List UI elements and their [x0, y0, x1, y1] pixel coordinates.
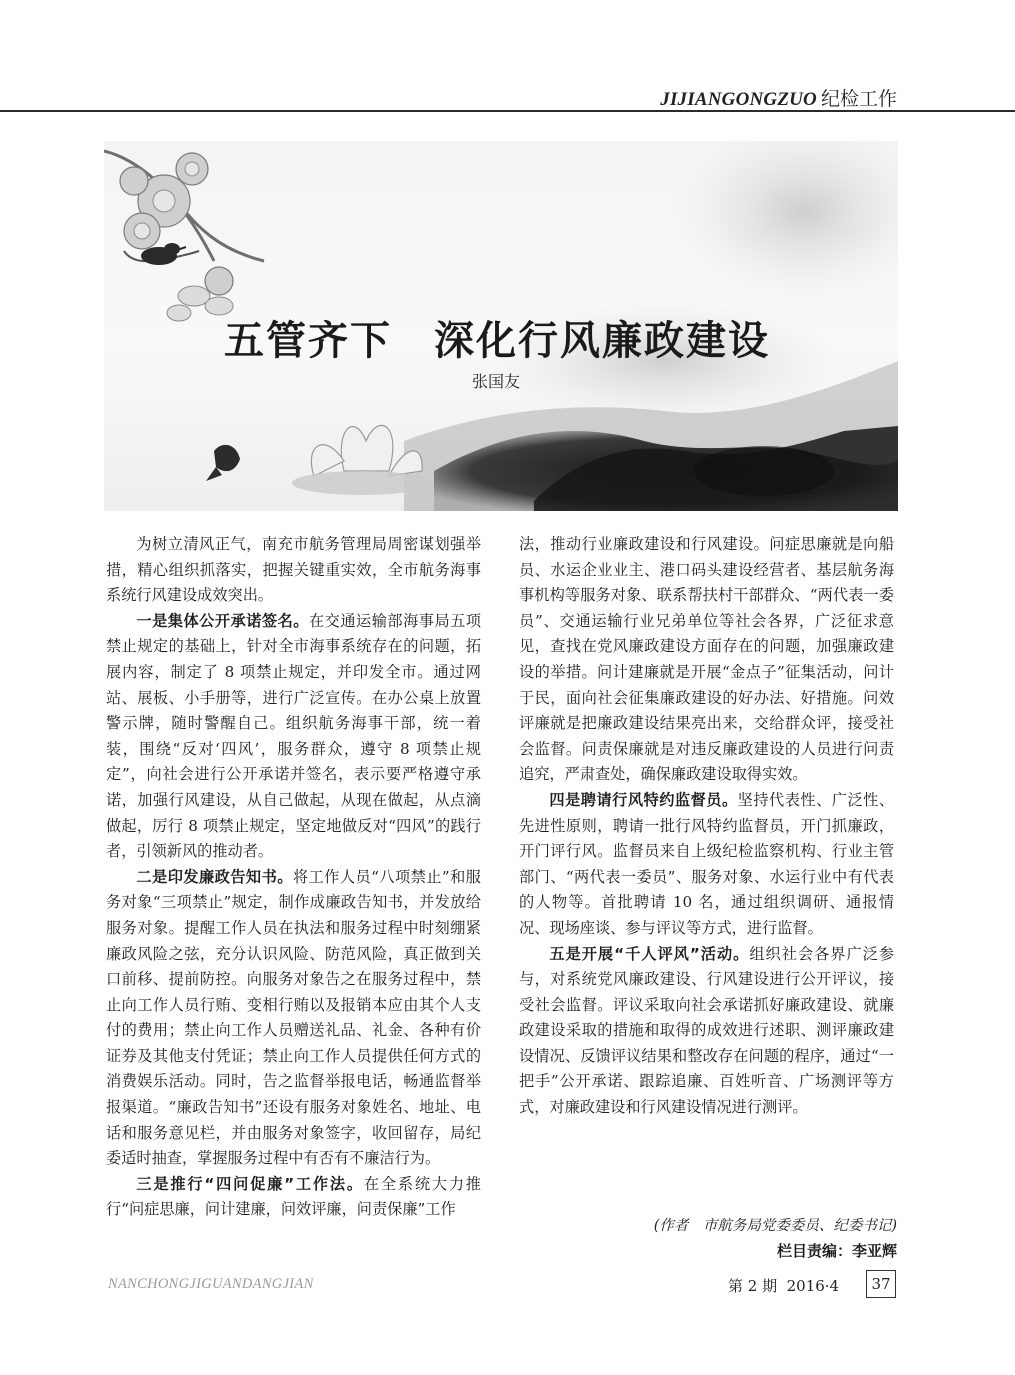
section-two-heading: 二是印发廉政告知书。	[136, 867, 293, 886]
section-five-paragraph	[519, 942, 894, 1121]
section-four-heading: 四是聘请行风特约监督员。	[549, 790, 738, 809]
section-one-heading: 一是集体公开承诺签名。	[136, 611, 309, 630]
header-rule	[0, 110, 1015, 112]
section-three-paragraph	[106, 1172, 481, 1223]
article-banner	[104, 141, 898, 511]
section-one-paragraph	[106, 609, 481, 865]
footer-magazine-name: NANCHONGJIGUANDANGJIAN	[108, 1276, 314, 1292]
section-label-chinese: 纪检工作	[820, 88, 897, 110]
author-byline: (作者 市航务局党委委员、纪委书记)	[653, 1218, 897, 1234]
section-three-heading: 三是推行“四问促廉”工作法。	[136, 1174, 364, 1193]
section-label-latin: JIJIANGONGZUO	[660, 89, 817, 110]
column-editor: 栏目责编：李亚辉	[776, 1242, 897, 1260]
section-three-continued-paragraph: 法，推动行业廉政建设和行风建设。问症思廉就是向船员、水运企业业主、港口码头建设经营者、基层航务海事机构等服务对象、联系帮扶村干部群众、“两代表一委员”、交通运输行业兄弟单位等社会各界，广泛征求意见，查找在党风廉政建设方面存在的问题，加强廉政建设的举措。问计建廉就是开展“金点子”征集活动，问计于民，面向社会征集廉政建设的好办法、好措施。问效评廉就是把廉政建设结果亮出来，交给群众评，接受社会监督。问责保廉就是对违反廉政建设的人员进行问责追究，严肃查处，确保廉政建设取得实效。	[519, 535, 894, 784]
section-five-heading: 五是开展“千人评风”活动。	[549, 944, 750, 963]
article-author: 张国友	[471, 372, 520, 391]
section-five-text: 组织社会各界广泛参与，对系统党风廉政建设、行风建设进行公开评议，接受社会监督。评议采取向社会承诺抓好廉政建设、就廉政建设采取的措施和取得的成效进行述职、测评廉政建设情况、反馈评议结果和整改存在问题的程序，通过“一把手”公开承诺、跟踪追廉、百姓听音、广场测评等方式，对廉政建设和行风建设情况进行测评。	[519, 944, 895, 1117]
footer-issue: 第 2 期 2016·4	[728, 1277, 840, 1295]
section-one-text: 在交通运输部海事局五项禁止规定的基础上，针对全市海事系统存在的问题，拓展内容，制定了 8 项禁止规定，并印发全市。通过网站、展板、小手册等，进行广泛宣传。在办公桌上放置警示牌，随时警醒自己。组织航务海事干部，统一着装，围绕“反对‘四风’，服务群众，遵守 8 项禁止规定”，向社会进行公开承诺并签名，表示要严格遵守承诺，加强行风建设，从自己做起，从现在做起，从点滴做起，厉行 8 项禁止规定，坚定地做反对“四风”的践行者，引领新风的推动者。	[106, 611, 482, 861]
section-four-paragraph	[519, 788, 894, 942]
section-three-text: 在全系统大力推行“问症思廉，问计建廉，问效评廉，问责保廉”工作	[106, 1174, 481, 1219]
article-body-left-column	[106, 532, 481, 1223]
section-four-text: 坚持代表性、广泛性、先进性原则，聘请一批行风特约监督员，开门抓廉政，开门评行风。监督员来自上级纪检监察机构、行业主管部门、“两代表一委员”、服务对象、水运行业中有代表的人物等。首批聘请 10 名，通过组织调研、通报情况、现场座谈、参与评议等方式，进行监督。	[519, 790, 895, 937]
intro-paragraph: 为树立清风正气，南充市航务管理局周密谋划强举措，精心组织抓落实，把握关键重实效，全市航务海事系统行风建设成效突出。	[106, 535, 481, 605]
section-two-text: 将工作人员“八项禁止”和服务对象“三项禁止”规定，制作成廉政告知书，并发放给服务对象。提醒工作人员在执法和服务过程中时刻绷紧廉政风险之弦，充分认识风险、防范风险，真正做到关口前移、提前防控。向服务对象告之在服务过程中，禁止向工作人员行贿、变相行贿以及报销本应由其个人支付的费用；禁止向工作人员赠送礼品、礼金、各种有价证券及其他支付凭证；禁止向工作人员提供任何方式的消费娱乐活动。同时，告之监督举报电话，畅通监督举报渠道。“廉政告知书”还设有服务对象姓名、地址、电话和服务意见栏，并由服务对象签字，收回留存，局纪委适时抽查，掌握服务过程中有否有不廉洁行为。	[106, 867, 481, 1168]
section-two-paragraph	[106, 865, 481, 1172]
page-number: 37	[866, 1270, 896, 1298]
article-title: 五管齐下 深化行风廉政建设	[224, 317, 770, 364]
section-label	[660, 84, 897, 111]
article-body-right-column	[519, 532, 894, 1121]
